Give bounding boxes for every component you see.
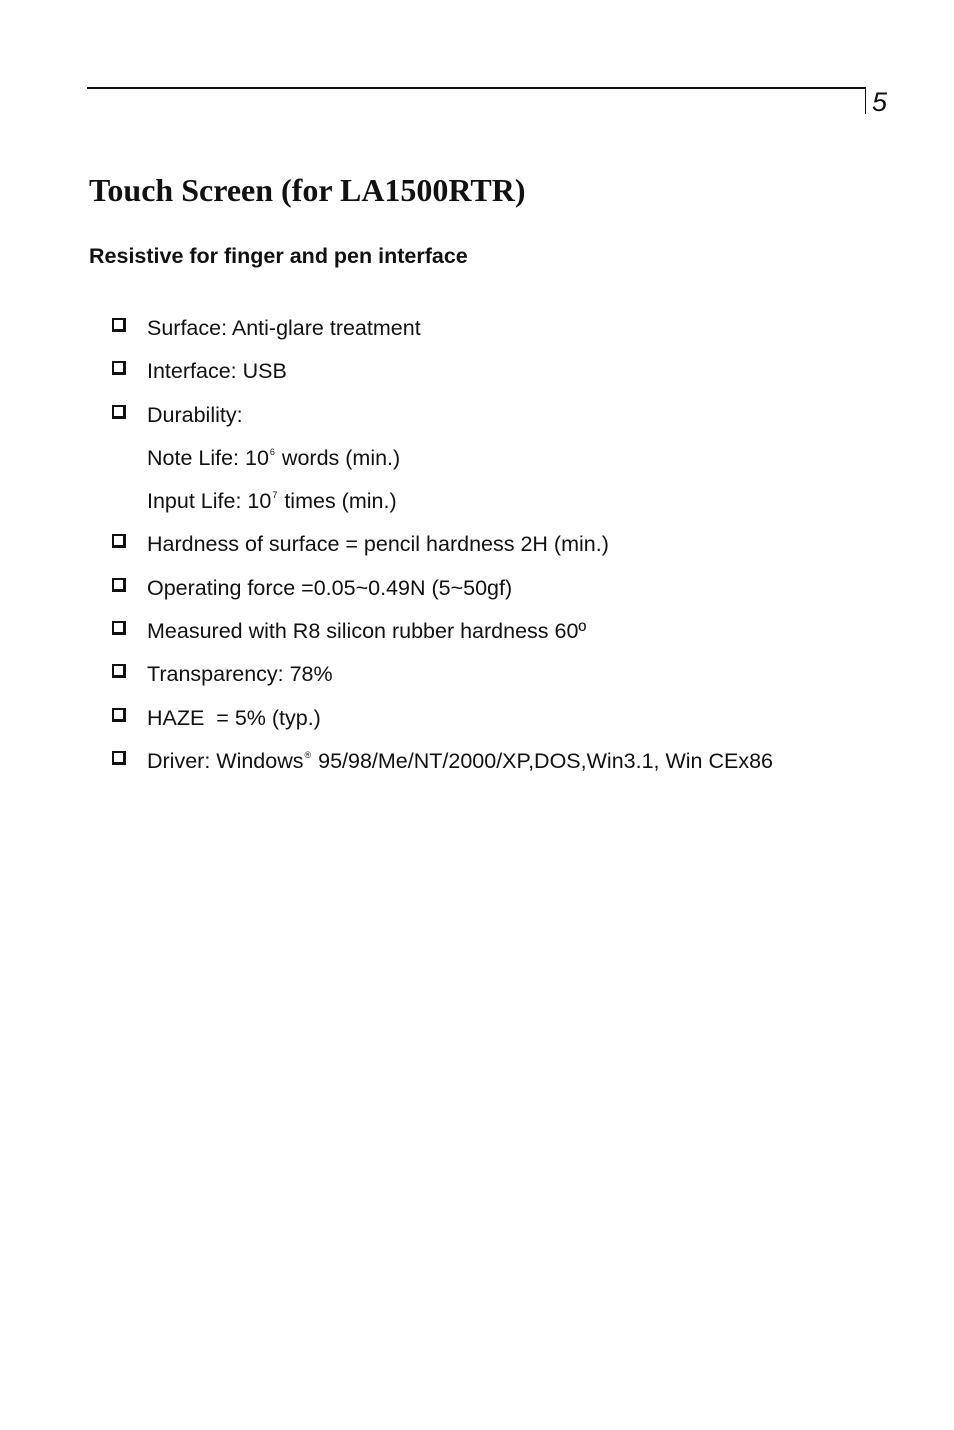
spec-text: Measured with R8 silicon rubber hardness 60º xyxy=(147,619,587,644)
note-life-suffix: words (min.) xyxy=(281,445,401,470)
spec-list xyxy=(111,313,773,776)
checkbox-icon xyxy=(112,751,126,765)
list-item-operating-force xyxy=(111,573,773,603)
spec-text: Interface: USB xyxy=(147,359,287,384)
section-subtitle: Resistive for finger and pen interface xyxy=(89,244,468,268)
header-rule xyxy=(87,87,866,89)
list-item-interface xyxy=(111,356,773,386)
header-tick xyxy=(865,87,866,114)
spec-text: Durability: xyxy=(147,402,243,427)
checkbox-icon xyxy=(112,621,126,635)
driver-prefix: Driver: Windows xyxy=(147,748,304,773)
spec-text: Hardness of surface = pencil hardness 2H (min.) xyxy=(147,532,609,557)
registered-mark: ® xyxy=(304,749,312,760)
driver-suffix: 95/98/Me/NT/2000/XP,DOS,Win3.1, Win CEx86 xyxy=(318,748,774,773)
checkbox-icon xyxy=(112,318,126,332)
checkbox-icon xyxy=(112,405,126,419)
list-item-note-life xyxy=(111,443,773,473)
list-item-input-life xyxy=(111,486,773,516)
spec-text: Transparency: 78% xyxy=(147,662,333,687)
spec-text: Operating force =0.05~0.49N (5~50gf) xyxy=(147,575,513,600)
list-item-durability xyxy=(111,400,773,430)
checkbox-icon xyxy=(112,361,126,375)
checkbox-icon xyxy=(112,664,126,678)
list-item-transparency xyxy=(111,659,773,689)
list-item-measured xyxy=(111,616,773,646)
note-life-prefix: Note Life: 10 xyxy=(147,445,269,470)
input-life-prefix: Input Life: 10 xyxy=(147,489,272,514)
spec-text: Surface: Anti-glare treatment xyxy=(147,316,421,340)
page-title: Touch Screen (for LA1500RTR) xyxy=(89,172,526,208)
list-item-haze xyxy=(111,703,773,733)
input-life-suffix: times (min.) xyxy=(284,489,397,514)
input-life-exponent: 7 xyxy=(272,490,278,501)
list-item-hardness xyxy=(111,529,773,559)
list-item-surface xyxy=(111,313,773,343)
checkbox-icon xyxy=(112,578,126,592)
checkbox-icon xyxy=(112,708,126,722)
spec-text: HAZE = 5% (typ.) xyxy=(147,705,321,730)
page-number: 5 xyxy=(872,87,888,117)
note-life-exponent: 6 xyxy=(269,446,275,457)
checkbox-icon xyxy=(112,534,126,548)
list-item-driver xyxy=(111,746,773,776)
